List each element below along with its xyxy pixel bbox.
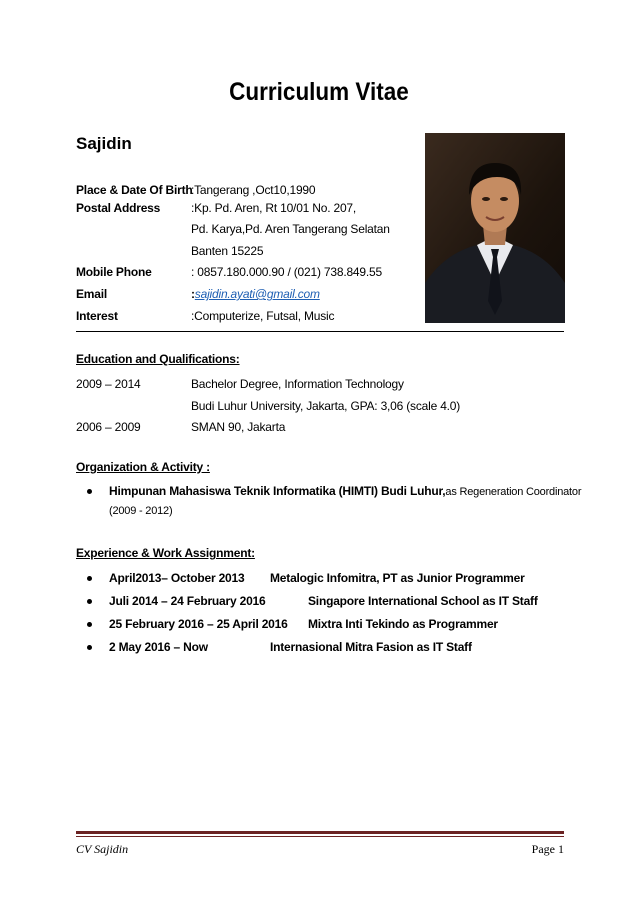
education-school-1: Budi Luhur University, Jakarta, GPA: 3,06 (scale 4.0) [191,399,461,413]
bullet-icon [87,599,92,604]
footer-doc-name: CV Sajidin [76,842,129,856]
bullet-icon [87,489,92,494]
experience-role-text: Internasional Mitra Fasion as IT Staff [270,640,472,654]
value-phone: : 0857.180.000.90 / (021) 738.849.55 [191,265,382,279]
bullet-icon [87,622,92,627]
organization-heading: Organization & Activity : [76,460,210,474]
experience-role [308,594,538,608]
experience-role [270,571,525,585]
footer-page-number: Page 1 [531,842,564,856]
footer-divider-thin [76,836,564,837]
value-email [191,287,320,301]
email-colon: : [191,287,195,301]
experience-role [308,617,498,631]
value-address-1: :Kp. Pd. Aren, Rt 10/01 No. 207, [191,201,357,215]
experience-item [109,640,208,654]
education-school-2: SMAN 90, Jakarta [191,420,286,434]
experience-period: Juli 2014 – 24 February 2016 [109,594,266,608]
experience-role-text: Mixtra Inti Tekindo as Programmer [308,617,498,631]
experience-role [270,640,472,654]
bullet-icon [87,576,92,581]
experience-item [109,594,266,608]
education-years-2: 2006 – 2009 [76,420,141,434]
header-divider [76,331,564,332]
label-phone: Mobile Phone [76,265,152,279]
label-address: Postal Address [76,201,161,215]
experience-item [109,617,288,631]
education-years-1: 2009 – 2014 [76,377,141,391]
organization-role: as Regeneration Coordinator [445,486,582,498]
label-email: Email [76,287,108,301]
label-birth: Place & Date Of Birth [76,183,193,197]
experience-role-text: Singapore International School as IT Staff [308,594,538,608]
education-heading: Education and Qualifications: [76,352,240,366]
value-address-2: Pd. Karya,Pd. Aren Tangerang Selatan [191,222,390,236]
experience-period: 2 May 2016 – Now [109,640,208,654]
profile-photo [425,133,565,323]
organization-years: (2009 - 2012) [109,505,173,517]
value-interest: :Computerize, Futsal, Music [191,309,335,323]
page-title: Curriculum Vitae [229,78,409,106]
value-birth: :Tangerang ,Oct10,1990 [191,183,316,197]
organization-item [109,484,581,498]
email-link[interactable]: sajidin.ayati@gmail.com [194,287,320,301]
experience-item [109,571,244,585]
experience-heading: Experience & Work Assignment: [76,546,255,560]
footer-divider-thick [76,831,564,834]
experience-period: 25 February 2016 – 25 April 2016 [109,617,288,631]
organization-name: Himpunan Mahasiswa Teknik Informatika (HIMTI) Budi Luhur, [109,484,446,498]
experience-role-text: Metalogic Infomitra, PT as Junior Programmer [270,571,525,585]
person-name: Sajidin [76,134,132,153]
bullet-icon [87,645,92,650]
experience-period: April2013– October 2013 [109,571,245,585]
education-degree-1: Bachelor Degree, Information Technology [191,377,404,391]
value-address-3: Banten 15225 [191,244,264,258]
label-interest: Interest [76,309,118,323]
